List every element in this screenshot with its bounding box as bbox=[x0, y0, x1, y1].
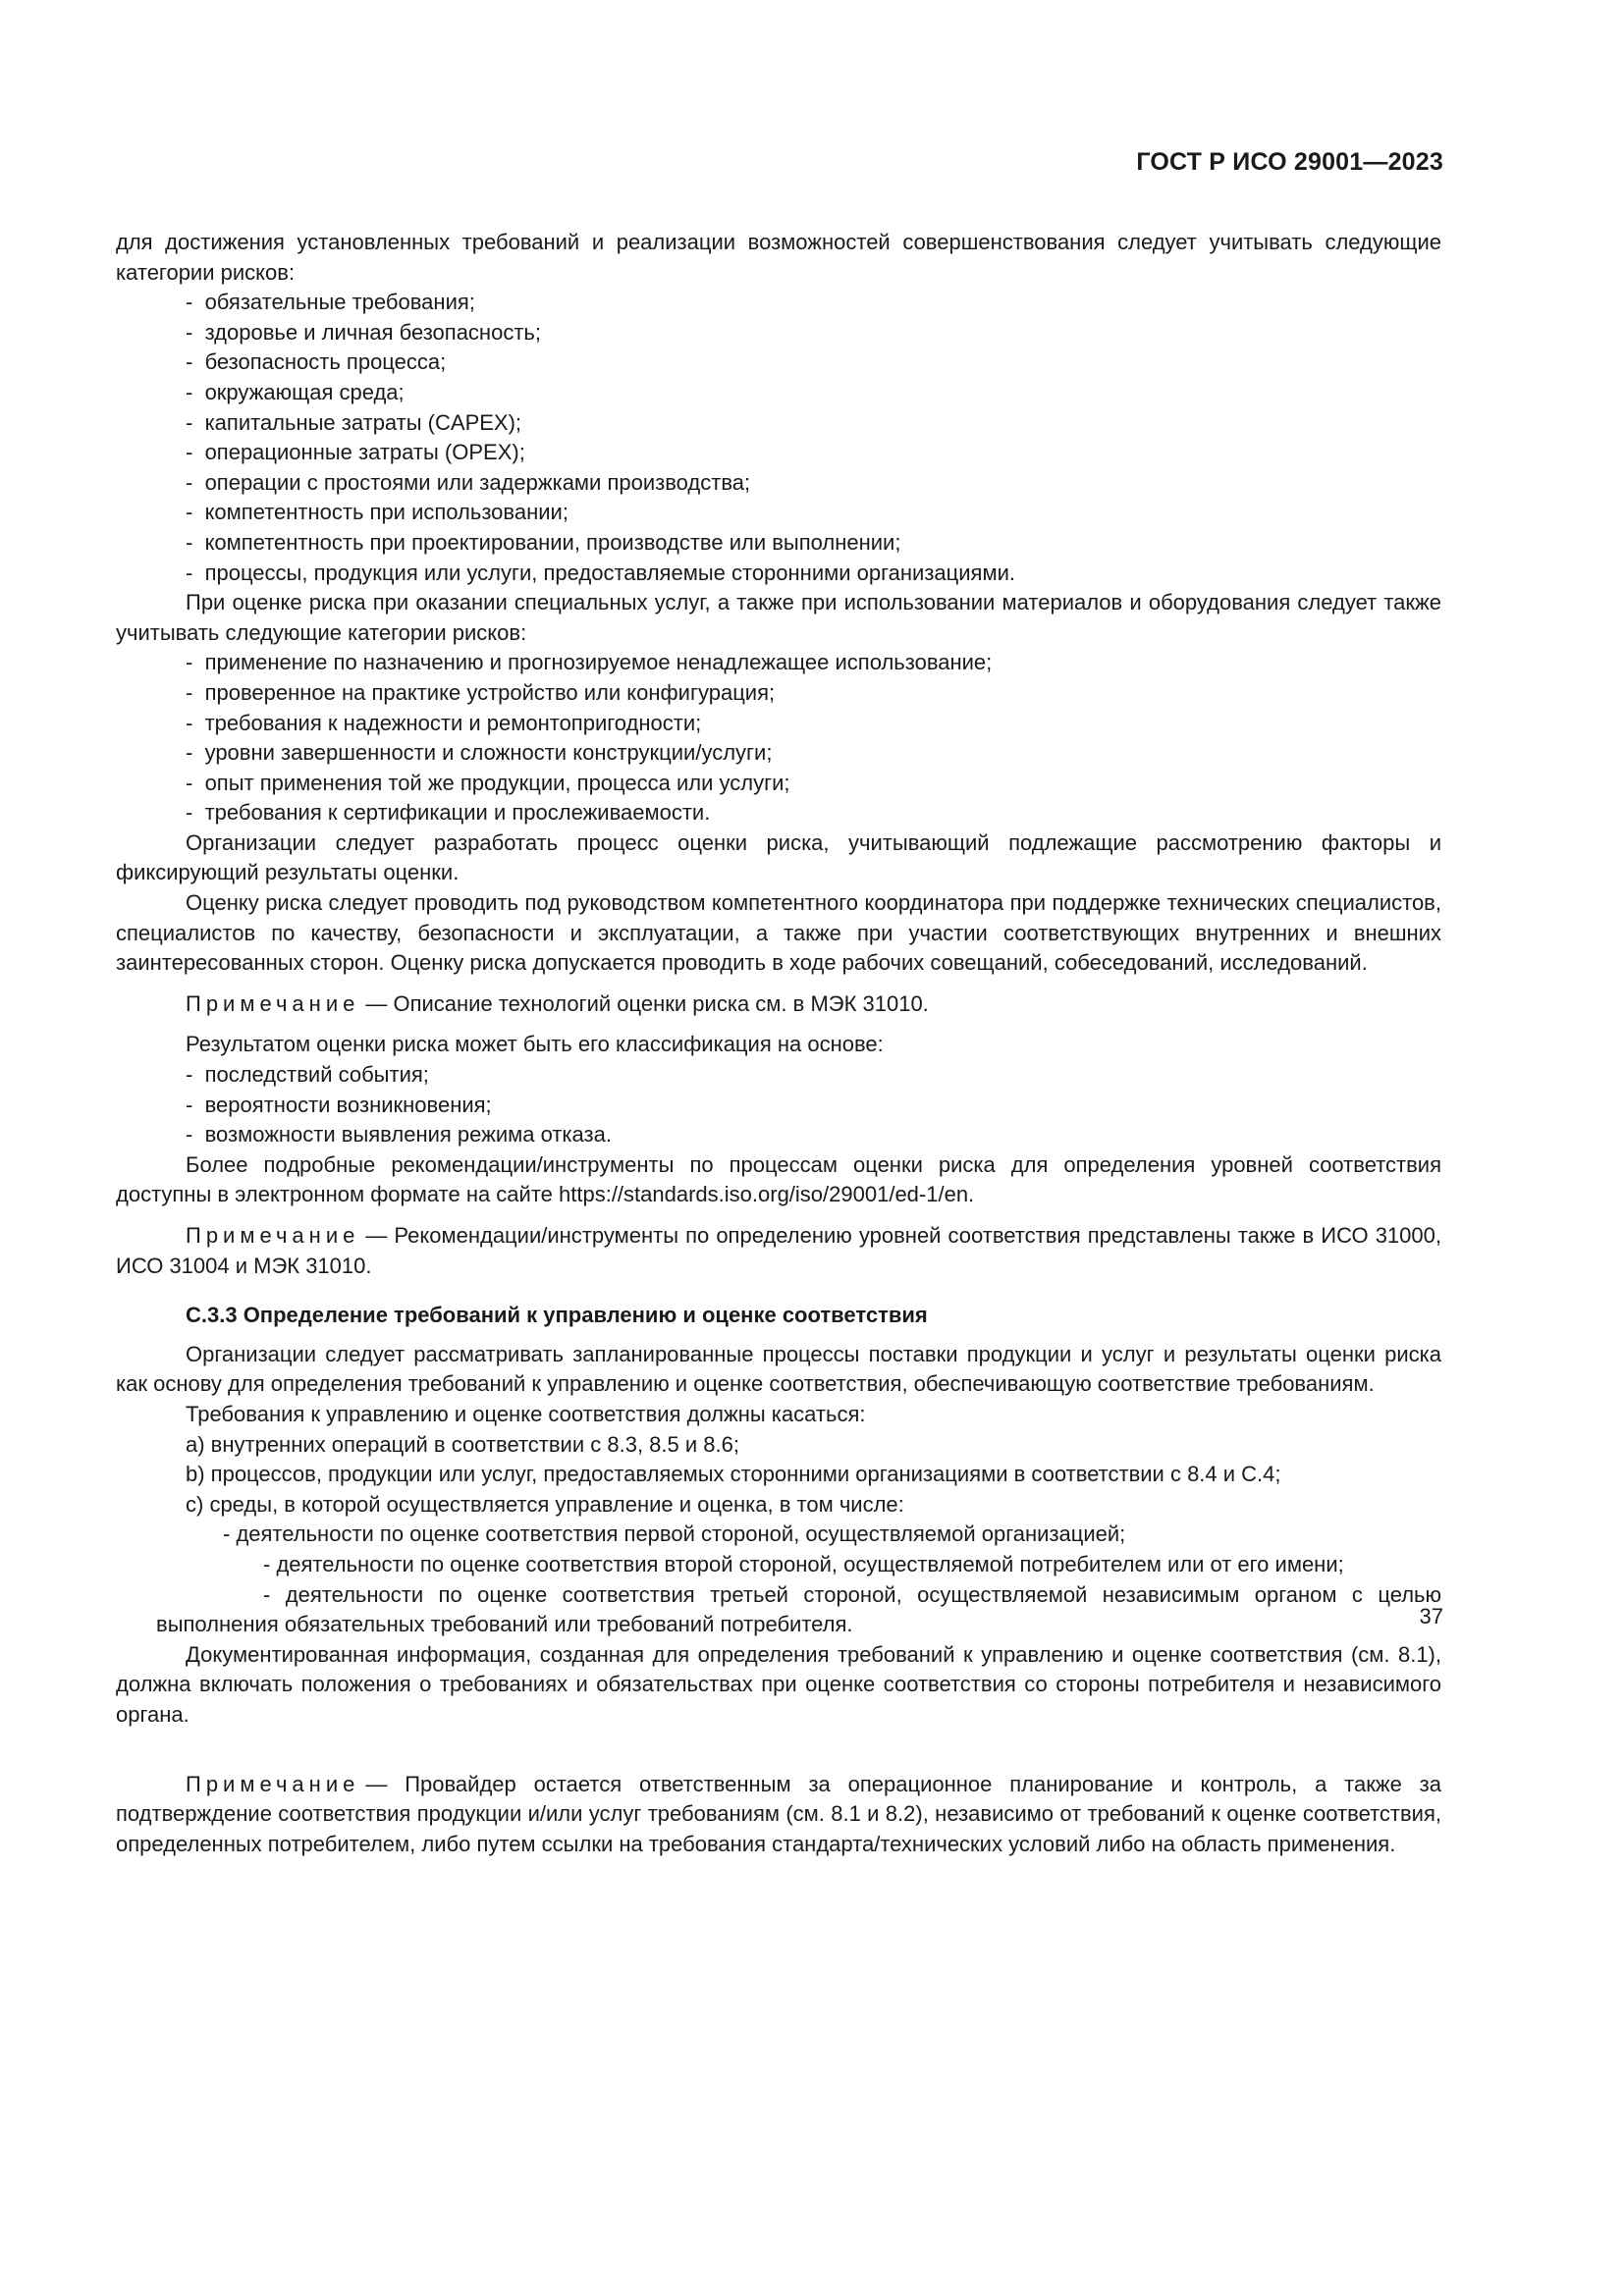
alpha-list bbox=[116, 1430, 1441, 1521]
list-item: a) внутренних операций в соответствии с 8.3, 8.5 и 8.6; bbox=[186, 1431, 739, 1457]
section-title: С.3.3 Определение требований к управлению и оценке соответствия bbox=[186, 1303, 928, 1328]
note-text: — Провайдер остается ответственным за операционное планирование и контроль, а также за подтверждение соответствия продукции и/или услуг требованиям (см. 8.1 и 8.2), независимо от требований к оценке соответствия, определенных потребителем, либо путем ссылки на требования стандарта/технических условий либо на область применения. bbox=[116, 1771, 1441, 1856]
sub-item: - деятельности по оценке соответствия третьей стороной, осуществляемой независимым органом с целью выполнения обязательных требований или требований потребителя. bbox=[156, 1581, 1441, 1637]
list-item: - применение по назначению и прогнозируемое ненадлежащее использование; bbox=[186, 648, 1441, 678]
service-risk-list bbox=[116, 648, 1441, 828]
classification-list bbox=[116, 1060, 1441, 1150]
paragraph-section-2: Требования к управлению и оценке соответствия должны касаться: bbox=[186, 1401, 866, 1426]
risk-categories-list bbox=[116, 288, 1441, 588]
note-label: Примечание bbox=[186, 990, 360, 1016]
list-item: b) процессов, продукции или услуг, предоставляемых сторонними организациями в соответствии с 8.4 и С.4; bbox=[186, 1462, 1281, 1487]
list-item: - безопасность процесса; bbox=[186, 347, 1441, 378]
sub-item: - деятельности по оценке соответствия первой стороной, осуществляемой организацией; bbox=[223, 1522, 1126, 1547]
paragraph-intro: для достижения установленных требований и реализации возможностей совершенствования следует учитывать следующие категории рисков: bbox=[116, 230, 1441, 285]
note-3 bbox=[116, 1770, 1441, 1860]
paragraph-coordinator: Оценку риска следует проводить под руководством компетентного координатора при поддержке технических специалистов, специалистов по качеству, безопасности и эксплуатации, а также при участии соответствующих внутренних и внешних заинтересованных сторон. Оценку риска допускается проводить в ходе рабочих совещаний, собеседований, исследований. bbox=[116, 890, 1441, 976]
note-label: Примечание bbox=[186, 1223, 360, 1248]
paragraph-services: При оценке риска при оказании специальных услуг, а также при использовании материалов и оборудования следует также учитывать следующие категории рисков: bbox=[116, 590, 1441, 645]
paragraph-documented-info: Документированная информация, созданная для определения требований к управлению и оценке соответствия (см. 8.1), должна включать положения о требованиях и обязательствах при оценке соответствия со стороны потребителя и независимого органа. bbox=[116, 1641, 1441, 1727]
list-item: c) среды, в которой осуществляется управление и оценка, в том числе: bbox=[186, 1491, 904, 1517]
list-item: - возможности выявления режима отказа. bbox=[186, 1120, 1441, 1150]
list-item: - капитальные затраты (CAPEX); bbox=[186, 408, 1441, 439]
page-number: 37 bbox=[1419, 1604, 1443, 1629]
list-item: - последствий события; bbox=[186, 1060, 1441, 1091]
paragraph-process: Организации следует разработать процесс оценки риска, учитывающий подлежащие рассмотрению факторы и фиксирующий результаты оценки. bbox=[116, 829, 1441, 885]
note-label: Примечание bbox=[186, 1771, 360, 1796]
list-item: - операции с простоями или задержками производства; bbox=[186, 468, 1441, 499]
document-header: ГОСТ Р ИСО 29001—2023 bbox=[1136, 148, 1443, 176]
list-item: - обязательные требования; bbox=[186, 288, 1441, 318]
list-item: - компетентность при использовании; bbox=[186, 498, 1441, 528]
list-item: - опыт применения той же продукции, процесса или услуги; bbox=[186, 769, 1441, 799]
note-text: — Рекомендации/инструменты по определению уровней соответствия представлены также в ИСО 31000, ИСО 31004 и МЭК 31010. bbox=[116, 1223, 1441, 1278]
list-item: - проверенное на практике устройство или конфигурация; bbox=[186, 678, 1441, 709]
list-item: - процессы, продукция или услуги, предоставляемые сторонними организациями. bbox=[186, 559, 1441, 589]
note-text: — Описание технологий оценки риска см. в МЭК 31010. bbox=[365, 990, 929, 1016]
list-item: - вероятности возникновения; bbox=[186, 1091, 1441, 1121]
note-1 bbox=[116, 989, 1441, 1020]
document-body bbox=[116, 228, 1441, 1870]
note-2 bbox=[116, 1221, 1441, 1281]
list-item: - требования к сертификации и прослеживаемости. bbox=[186, 798, 1441, 828]
list-item: - здоровье и личная безопасность; bbox=[186, 318, 1441, 348]
paragraph-section-1: Организации следует рассматривать запланированные процессы поставки продукции и услуг и результаты оценки риска как основу для определения требований к управлению и оценке соответствия, обеспечивающую соответствие требованиям. bbox=[116, 1341, 1441, 1397]
paragraph-more-info: Более подробные рекомендации/инструменты по процессам оценки риска для определения уровней соответствия доступны в электронном формате на сайте https://standards.iso.org/iso/29001/ed-1/en. bbox=[116, 1151, 1441, 1207]
list-item: - операционные затраты (OPEX); bbox=[186, 438, 1441, 468]
paragraph-result: Результатом оценки риска может быть его классификация на основе: bbox=[186, 1032, 884, 1057]
list-item: - окружающая среда; bbox=[186, 378, 1441, 408]
list-item: - компетентность при проектировании, производстве или выполнении; bbox=[186, 528, 1441, 559]
list-item: - требования к надежности и ремонтопригодности; bbox=[186, 709, 1441, 739]
list-item: - уровни завершенности и сложности конструкции/услуги; bbox=[186, 738, 1441, 769]
sub-item: - деятельности по оценке соответствия второй стороной, осуществляемой потребителем или от его имени; bbox=[263, 1551, 1344, 1576]
